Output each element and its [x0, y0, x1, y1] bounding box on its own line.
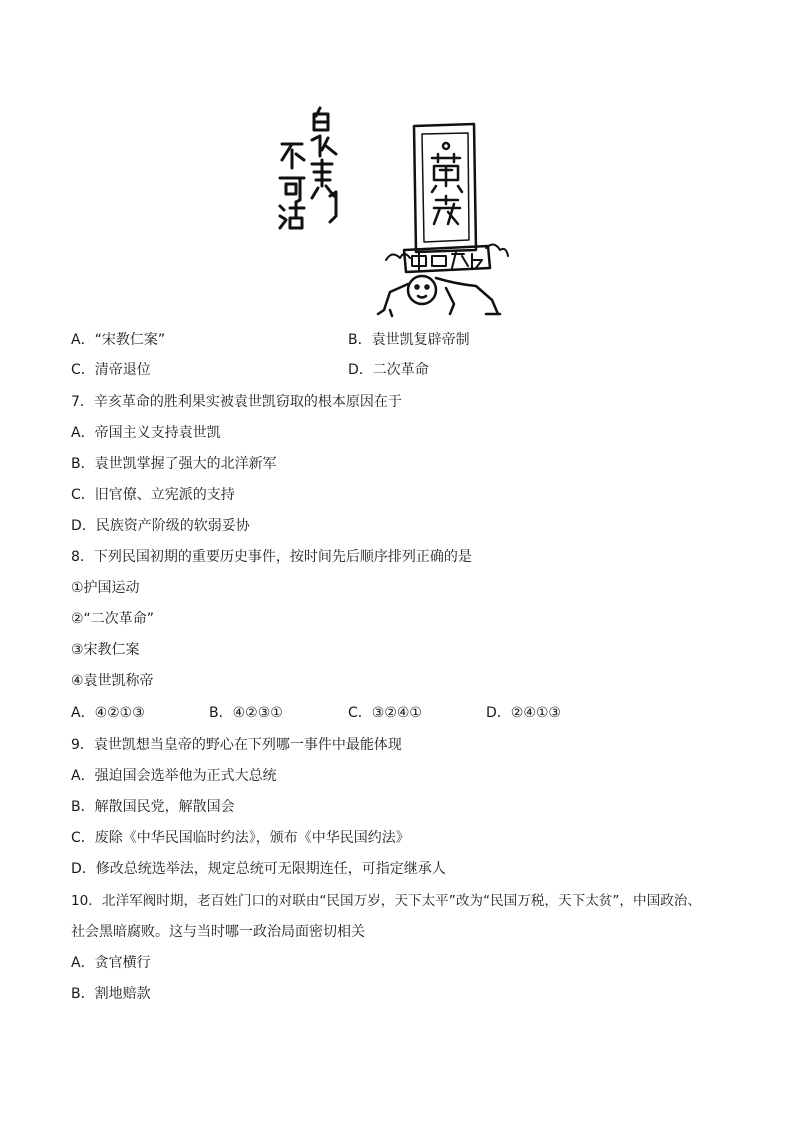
q8-item-2: ②“二次革命” — [71, 611, 155, 627]
q9-option-b[interactable]: B．解散国民党，解散国会 — [71, 799, 235, 815]
q10-stem-line1: 10．北洋军阀时期，老百姓门口的对联由“民国万岁，天下太平”改为“民国万税，天下太贫”，中国政治、 — [71, 893, 701, 909]
q10-option-a[interactable]: A．贪官横行 — [71, 955, 151, 971]
q10-option-b[interactable]: B．割地赔款 — [71, 986, 151, 1002]
tablet — [386, 124, 508, 272]
q8-item-4: ④袁世凯称帝 — [71, 673, 154, 689]
q7-option-b[interactable]: B．袁世凯掌握了强大的北洋新军 — [71, 456, 277, 472]
q6-option-b[interactable]: B．袁世凯复辟帝制 — [348, 332, 470, 348]
q9-option-d[interactable]: D．修改总统选举法，规定总统可无限期连任，可指定继承人 — [71, 861, 446, 877]
q9-stem: 9．袁世凯想当皇帝的野心在下列哪一事件中最能体现 — [71, 737, 402, 753]
q7-option-a[interactable]: A．帝国主义支持袁世凯 — [71, 425, 221, 441]
q10-stem-line2: 社会黑暗腐败。这与当时哪一政治局面密切相关 — [71, 924, 365, 940]
q8-item-3: ③宋教仁案 — [71, 642, 140, 658]
q8-option-d[interactable]: D．②④①③ — [486, 705, 561, 721]
q8-stem: 8．下列民国初期的重要历史事件，按时间先后顺序排列正确的是 — [71, 549, 472, 565]
q6-option-d[interactable]: D．二次革命 — [348, 362, 429, 378]
handwritten-caption-left — [280, 144, 304, 228]
q7-option-d[interactable]: D．民族资产阶级的软弱妥协 — [71, 518, 250, 534]
q8-option-b[interactable]: B．④②③① — [209, 705, 283, 721]
q6-option-c[interactable]: C．清帝退位 — [71, 362, 151, 378]
q9-option-a[interactable]: A．强迫国会选举他为正式大总统 — [71, 768, 277, 784]
q6-option-a[interactable]: A．“宋教仁案” — [71, 332, 166, 348]
q7-option-c[interactable]: C．旧官僚、立宪派的支持 — [71, 487, 235, 503]
crushed-figure — [378, 276, 500, 316]
q8-option-c[interactable]: C．③②④① — [348, 705, 422, 721]
q9-option-c[interactable]: C．废除《中华民国临时约法》，颁布《中华民国约法》 — [71, 830, 410, 846]
q8-option-a[interactable]: A．④②①③ — [71, 705, 145, 721]
q7-stem: 7．辛亥革命的胜利果实被袁世凯窃取的根本原因在于 — [71, 394, 402, 410]
cartoon-illustration — [276, 100, 516, 320]
q8-item-1: ①护国运动 — [71, 580, 140, 596]
handwritten-caption-right — [312, 108, 336, 222]
